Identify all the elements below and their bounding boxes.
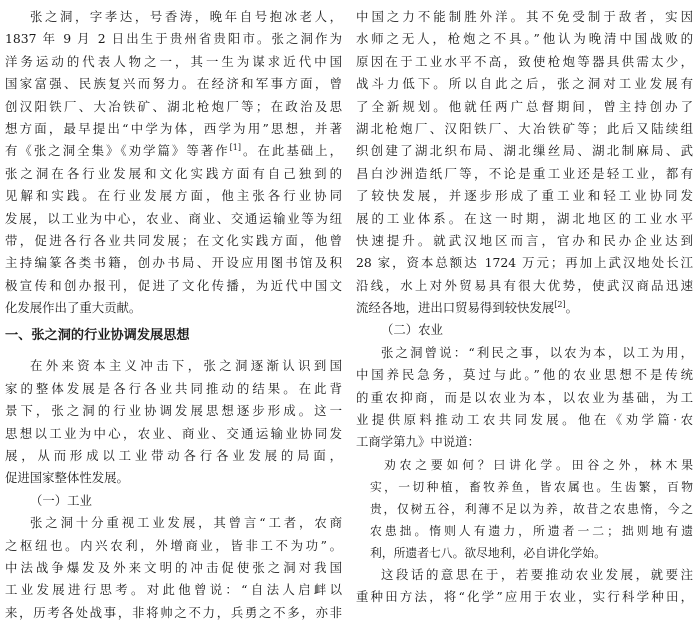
text-line: 展，从而形成以工业带动各行各业发展的局面， — [5, 448, 342, 464]
text-line: 中国之力不能制胜外洋。其不免受制于敌者，实因 — [356, 9, 693, 24]
text-line: 业提供原料推动工农共同发展。他在《劝学篇·农 — [356, 412, 693, 428]
text-line: 张之洞，字孝达，号香涛，晚年自号抱冰老人， — [30, 9, 342, 24]
text-line: 见解和实践。在行业发展方面，他主张各行业协同 — [5, 188, 342, 204]
text-line: 在外来资本主义冲击下，张之洞逐渐认识到国 — [30, 358, 342, 374]
text-line: 主持编篆各类书籍，创办书局、开设应用图书馆及积 — [5, 255, 342, 271]
subheading-industry: （一）工业 — [30, 492, 92, 508]
text-line: 原因在于工业水平不高，致使枪炮等器具供需太少， — [356, 53, 693, 69]
quote-line: 实，一切种植，畜牧养鱼，皆农属也。生齿繁，百物 — [370, 479, 693, 494]
text-line: 发展，以工业为中心，农业、商业、交通运输业等为纽 — [5, 210, 342, 226]
text-fragment: 有《张之洞全集》《劝学篇》等著作 — [5, 143, 230, 159]
right-column — [356, 6, 693, 609]
text-fragment: 流经各地，进出口贸易得到较快发展 — [356, 300, 555, 316]
text-fragment: 。在此基础上， — [241, 143, 342, 159]
section-paragraph — [5, 355, 342, 489]
text-line: 了较快发展，并逐步形成了重工业和轻工业协同发 — [356, 188, 693, 204]
text-line: 化发展作出了重大贡献。 — [5, 300, 142, 316]
quote-line: 农患拙。惰则人有遗力，所遗者一二；拙则地有遗 — [370, 523, 693, 538]
text-line: 水师之无人，枪炮之不具。”他认为晚清中国战败的 — [356, 31, 693, 47]
text-line: 促进国家整体性发展。 — [5, 470, 129, 486]
text-line: 1837 年 9 月 2 日出生于贵州省贵阳市。张之洞作为 — [5, 31, 342, 47]
text-line: 来，历考各处战事，非将帅之不力，兵勇之不多，亦非 — [5, 604, 342, 620]
text-line: 沿线，水上对外贸易具有很大优势，使武汉商品迅速 — [356, 277, 693, 293]
text-line: 张之洞在各行业发展和文化实践方面有自己独到的 — [5, 165, 342, 181]
text-line: 战斗力低下。所以自此之后，张之洞对工业发展有 — [356, 76, 693, 92]
text-line: 了全新规划。他就任两广总督期间，曾主持创办了 — [356, 98, 693, 114]
text-line: 工商学第九》中说道： — [356, 434, 480, 450]
text-line: 思想以工业为中心，农业、商业、交通运输业协同发 — [5, 425, 342, 441]
text-line: 展的工业体系。在这一时期，湖北地区的工业水平 — [356, 210, 693, 226]
section-heading: 一、张之洞的行业协调发展思想 — [5, 328, 190, 344]
text-line: 织创建了湖北织布局、湖北缫丝局、湖北制麻局、武 — [356, 143, 693, 159]
text-line: 带，促进各行各业共同发展；在文化实践方面，他曾 — [5, 232, 342, 248]
text-line: 这段话的意思在于，若要推动农业发展，就要注 — [381, 566, 693, 582]
quote-line: 贵，仅树五谷，利薄不足以为养，故昔之农患惰，今之 — [370, 501, 693, 516]
text-line-with-citation — [5, 140, 342, 162]
text-line: 景下，张之洞的行业协调发展思想逐步形成。这一 — [5, 403, 342, 419]
text-line: 创汉阳铁厂、大冶铁矿、湖北枪炮厂等；在政治及思 — [5, 98, 342, 114]
text-line: 之枢纽也。内兴农利，外增商业，皆非工不为功”。 — [5, 537, 342, 553]
text-line: 昌白沙洲造纸厂等，不论是重工业还是轻工业，都有 — [356, 165, 693, 181]
text-line: 想方面，最早提出“中学为体，西学为用”思想，并著 — [5, 120, 342, 136]
text-line: 重种田方法，将“化学”应用于农业，实行科学种田， — [356, 589, 693, 605]
text-line: 工业发展进行思考。对此他曾说：“自法人启衅以 — [5, 582, 342, 598]
intro-paragraph — [5, 6, 342, 319]
text-line: 湖北枪炮厂、汉阳铁厂、大冶铁矿等；此后又陆续组 — [356, 120, 693, 136]
text-line: 极宣传和创办报刊，促进了文化传播，为近代中国文 — [5, 277, 342, 293]
agriculture-paragraph — [356, 342, 693, 454]
text-line: 张之洞曾说：“利民之事，以农为本，以工为用， — [381, 344, 693, 360]
text-line: 快速提升。就武汉地区而言，官办和民办企业达到 — [356, 232, 693, 248]
text-line: 28 家，资本总额达 1724 万元；再加上武汉地处长江 — [356, 255, 693, 271]
text-line: 国家富强、民族复兴而努力。在经济和军事方面，曾 — [5, 76, 342, 92]
block-quote — [356, 454, 693, 564]
left-column — [5, 6, 342, 624]
subheading-agriculture: （二）农业 — [381, 322, 443, 338]
closing-paragraph — [356, 564, 693, 609]
citation-ref-1[interactable]: [1] — [229, 143, 241, 153]
text-line: 中法战争爆发及外来文明的冲击促使张之洞对我国 — [5, 559, 342, 575]
text-line: 洋务运动的代表人物之一，其一生为谋求近代中国 — [5, 53, 342, 69]
text-line: 的重农抑商，而是以农业为本，以农业为基础，为工 — [356, 389, 693, 405]
quote-line: 利，所遗者七八。欲尽地利，必自讲化学始。 — [370, 545, 606, 560]
text-line: 家的整体发展是各行各业共同推动的结果。在此背 — [5, 380, 342, 396]
text-line-with-citation — [356, 297, 693, 319]
quote-line: 劝农之要如何？曰讲化学。田谷之外，林木果 — [384, 457, 693, 472]
text-line: 张之洞十分重视工业发展，其曾言“工者，农商 — [30, 515, 342, 531]
text-line: 中国养民急务，莫过与此。”他的农业思想不是传统 — [356, 367, 693, 383]
text-fragment: 。 — [565, 300, 578, 316]
industry-paragraph — [5, 512, 342, 624]
industry-paragraph-continued — [356, 6, 693, 319]
citation-ref-2[interactable]: [2] — [554, 300, 566, 310]
